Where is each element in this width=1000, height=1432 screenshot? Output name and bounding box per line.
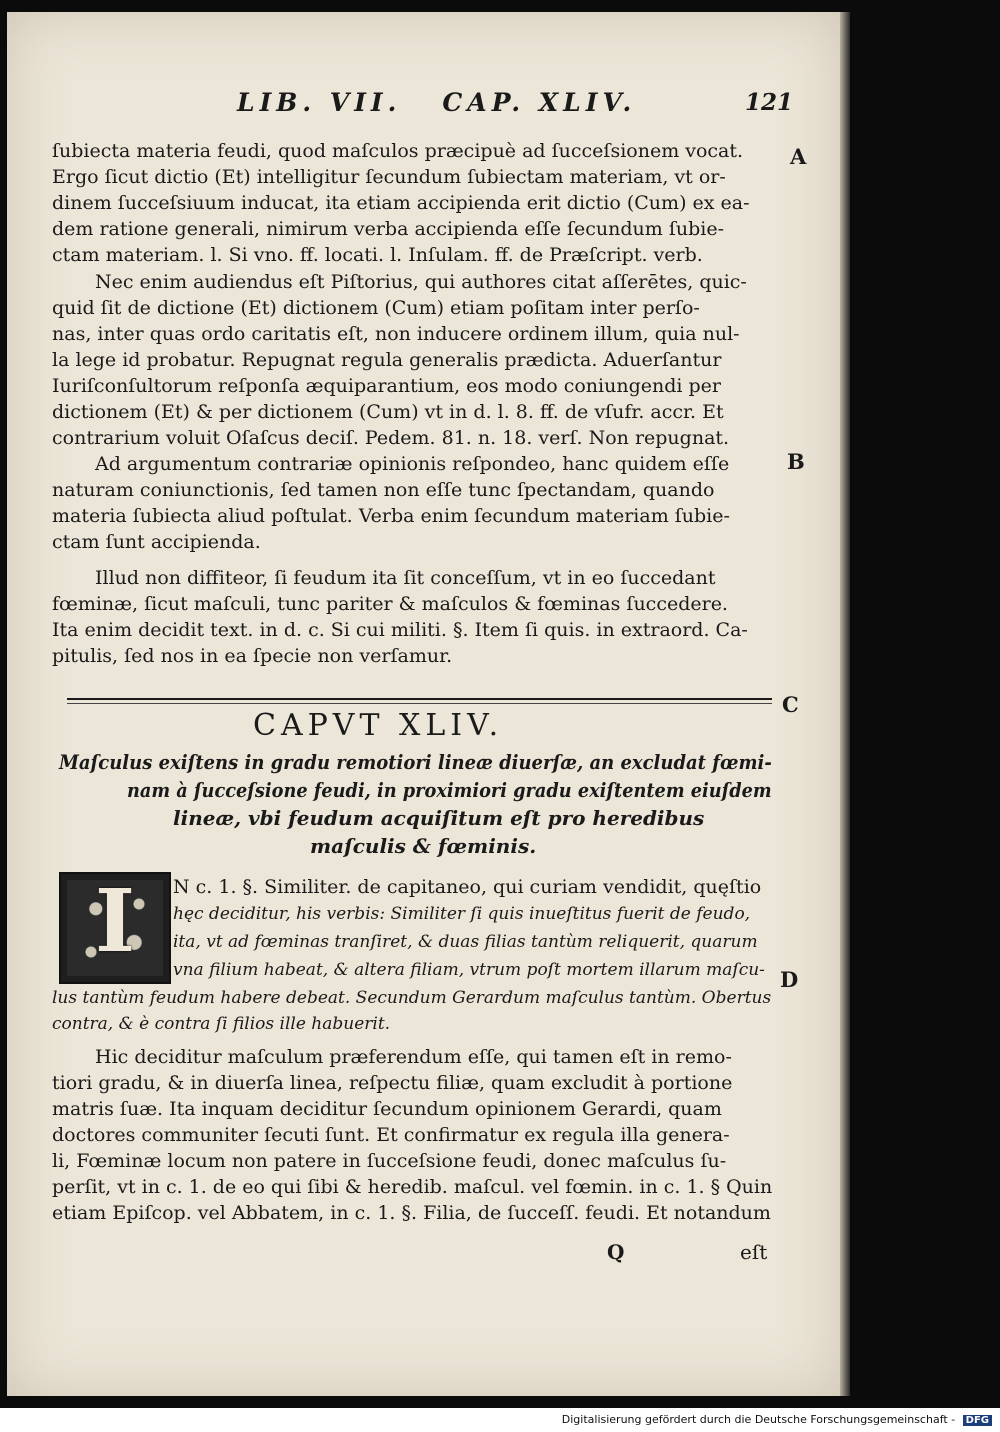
signature-mark: Q [607,1240,625,1264]
chapter-line: etiam Epiſcop. vel Abbatem, in c. 1. §. Filia, de ſucceſſ. feudi. Et notandum [52,1202,771,1224]
chapter-line: li, Fœminæ locum non patere in ſucceſsione feudi, donec maſculus ſu- [52,1150,727,1172]
body-line: nas, inter quas ordo caritatis eſt, non inducere ordinem illum, quia nul- [52,323,740,345]
chapter-heading-line: lineæ, vbi feudum acquiſitum eſt pro heredibus [173,806,705,830]
body-line: Iuriſconſultorum reſponſa æquiparantium, eos modo coniungendi per [52,375,722,397]
running-head: LIB. VII. CAP. XLIV. [237,88,637,117]
footer-text: Digitalisierung gefördert durch die Deutsche Forschungsgemeinschaft - [561,1413,956,1426]
margin-letter-d: D [780,967,799,992]
body-line: fœminæ, ſicut maſculi, tunc pariter & maſculos & fœminas ſuccedere. [52,593,728,615]
margin-letter-b: B [787,449,805,474]
body-line: Nec enim audiendus eſt Piſtorius, qui authores citat aſſerētes, quic- [95,271,747,293]
body-line: dem ratione generali, nimirum verba accipienda eſſe ſecundum ſubie- [52,218,724,240]
initial-letter: I [94,871,136,972]
chapter-line: matris ſuæ. Ita inquam deciditur ſecundum opinionem Gerardi, quam [52,1098,722,1120]
chapter-title: CAPVT XLIV. [253,708,504,743]
chapter-line: perſit, vt in c. 1. de eo qui ſibi & heredib. maſcul. vel fœmin. in c. 1. § Quin [52,1176,773,1198]
digitization-credit [562,1413,992,1426]
chapter-line: vna filium habeat, & altera filiam, vtrum poſt mortem illarum maſcu- [173,960,765,980]
body-line: dictionem (Et) & per dictionem (Cum) vt in d. l. 8. ff. de vſufr. accr. Et [52,401,724,423]
body-line: Ergo ſicut dictio (Et) intelligitur ſecundum ſubiectam materiam, vt or- [52,166,726,188]
chapter-line: hęc deciditur, his verbis: Similiter ſi quis inueſtitus fuerit de feudo, [173,904,751,924]
section-rule [67,698,772,700]
chapter-line: N c. 1. §. Similiter. de capitaneo, qui curiam vendidit, quęſtio [173,876,762,898]
chapter-line: ita, vt ad fœminas tranſiret, & duas filias tantùm reliquerit, quarum [173,932,758,952]
body-line: materia ſubiecta aliud poſtulat. Verba enim ſecundum materiam ſubie- [52,505,730,527]
body-line: Ad argumentum contrariæ opinionis reſpondeo, hanc quidem eſſe [95,453,730,475]
chapter-line: lus tantùm feudum habere debeat. Secundum Gerardum maſculus tantùm. Obertus [52,988,772,1008]
body-line: quid ſit de dictione (Et) dictionem (Cum) etiam poſitam inter perſo- [52,297,700,319]
body-line: ctam ſunt accipienda. [52,531,261,553]
chapter-line: contra, & è contra ſi filios ille habuerit. [52,1014,391,1034]
body-line: pitulis, ſed nos in ea ſpecie non verſamur. [52,645,453,667]
body-line: Ita enim decidit text. in d. c. Si cui militi. §. Item ſi quis. in extraord. Ca- [52,619,748,641]
chapter-line: Hic deciditur maſculum præferendum eſſe, qui tamen eſt in remo- [95,1046,732,1068]
body-line: la lege id probatur. Repugnat regula generalis prædicta. Aduerſantur [52,349,722,371]
margin-letter-a: A [790,144,807,169]
margin-letter-c: C [782,692,799,717]
page-number: 121 [745,89,794,116]
chapter-heading-line: Maſculus exiſtens in gradu remotiori lineæ diuerſæ, an excludat fœmi- [59,750,772,774]
chapter-line: doctores communiter ſecuti ſunt. Et confirmatur ex regula illa genera- [52,1124,730,1146]
body-line: Illud non diffiteor, ſi feudum ita ſit conceſſum, vt in eo ſuccedant [95,567,716,589]
dfg-logo: DFG [963,1415,992,1426]
chapter-heading-line: nam à ſucceſsione feudi, in proximiori gradu exiſtentem eiuſdem [127,778,772,802]
chapter-heading-line: maſculis & fœminis. [310,834,537,858]
chapter-line: tiori gradu, & in diuerſa linea, reſpectu filiæ, quam excludit à portione [52,1072,733,1094]
body-line: ctam materiam. l. Si vno. ff. locati. l. Inſulam. ff. de Præſcript. verb. [52,244,703,266]
body-line: ſubiecta materia feudi, quod maſculos præcipuè ad ſucceſsionem vocat. [52,140,744,162]
catchword: eſt [740,1240,768,1264]
body-line: naturam coniunctionis, ſed tamen non eſſe tunc ſpectandam, quando [52,479,715,501]
body-line: dinem ſucceſsiuum inducat, ita etiam accipienda erit dictio (Cum) ex ea- [52,192,750,214]
body-line: contrarium voluit Oſaſcus deciſ. Pedem. 81. n. 18. verſ. Non repugnat. [52,427,730,449]
book-page [7,12,840,1396]
decorated-initial [59,872,171,984]
